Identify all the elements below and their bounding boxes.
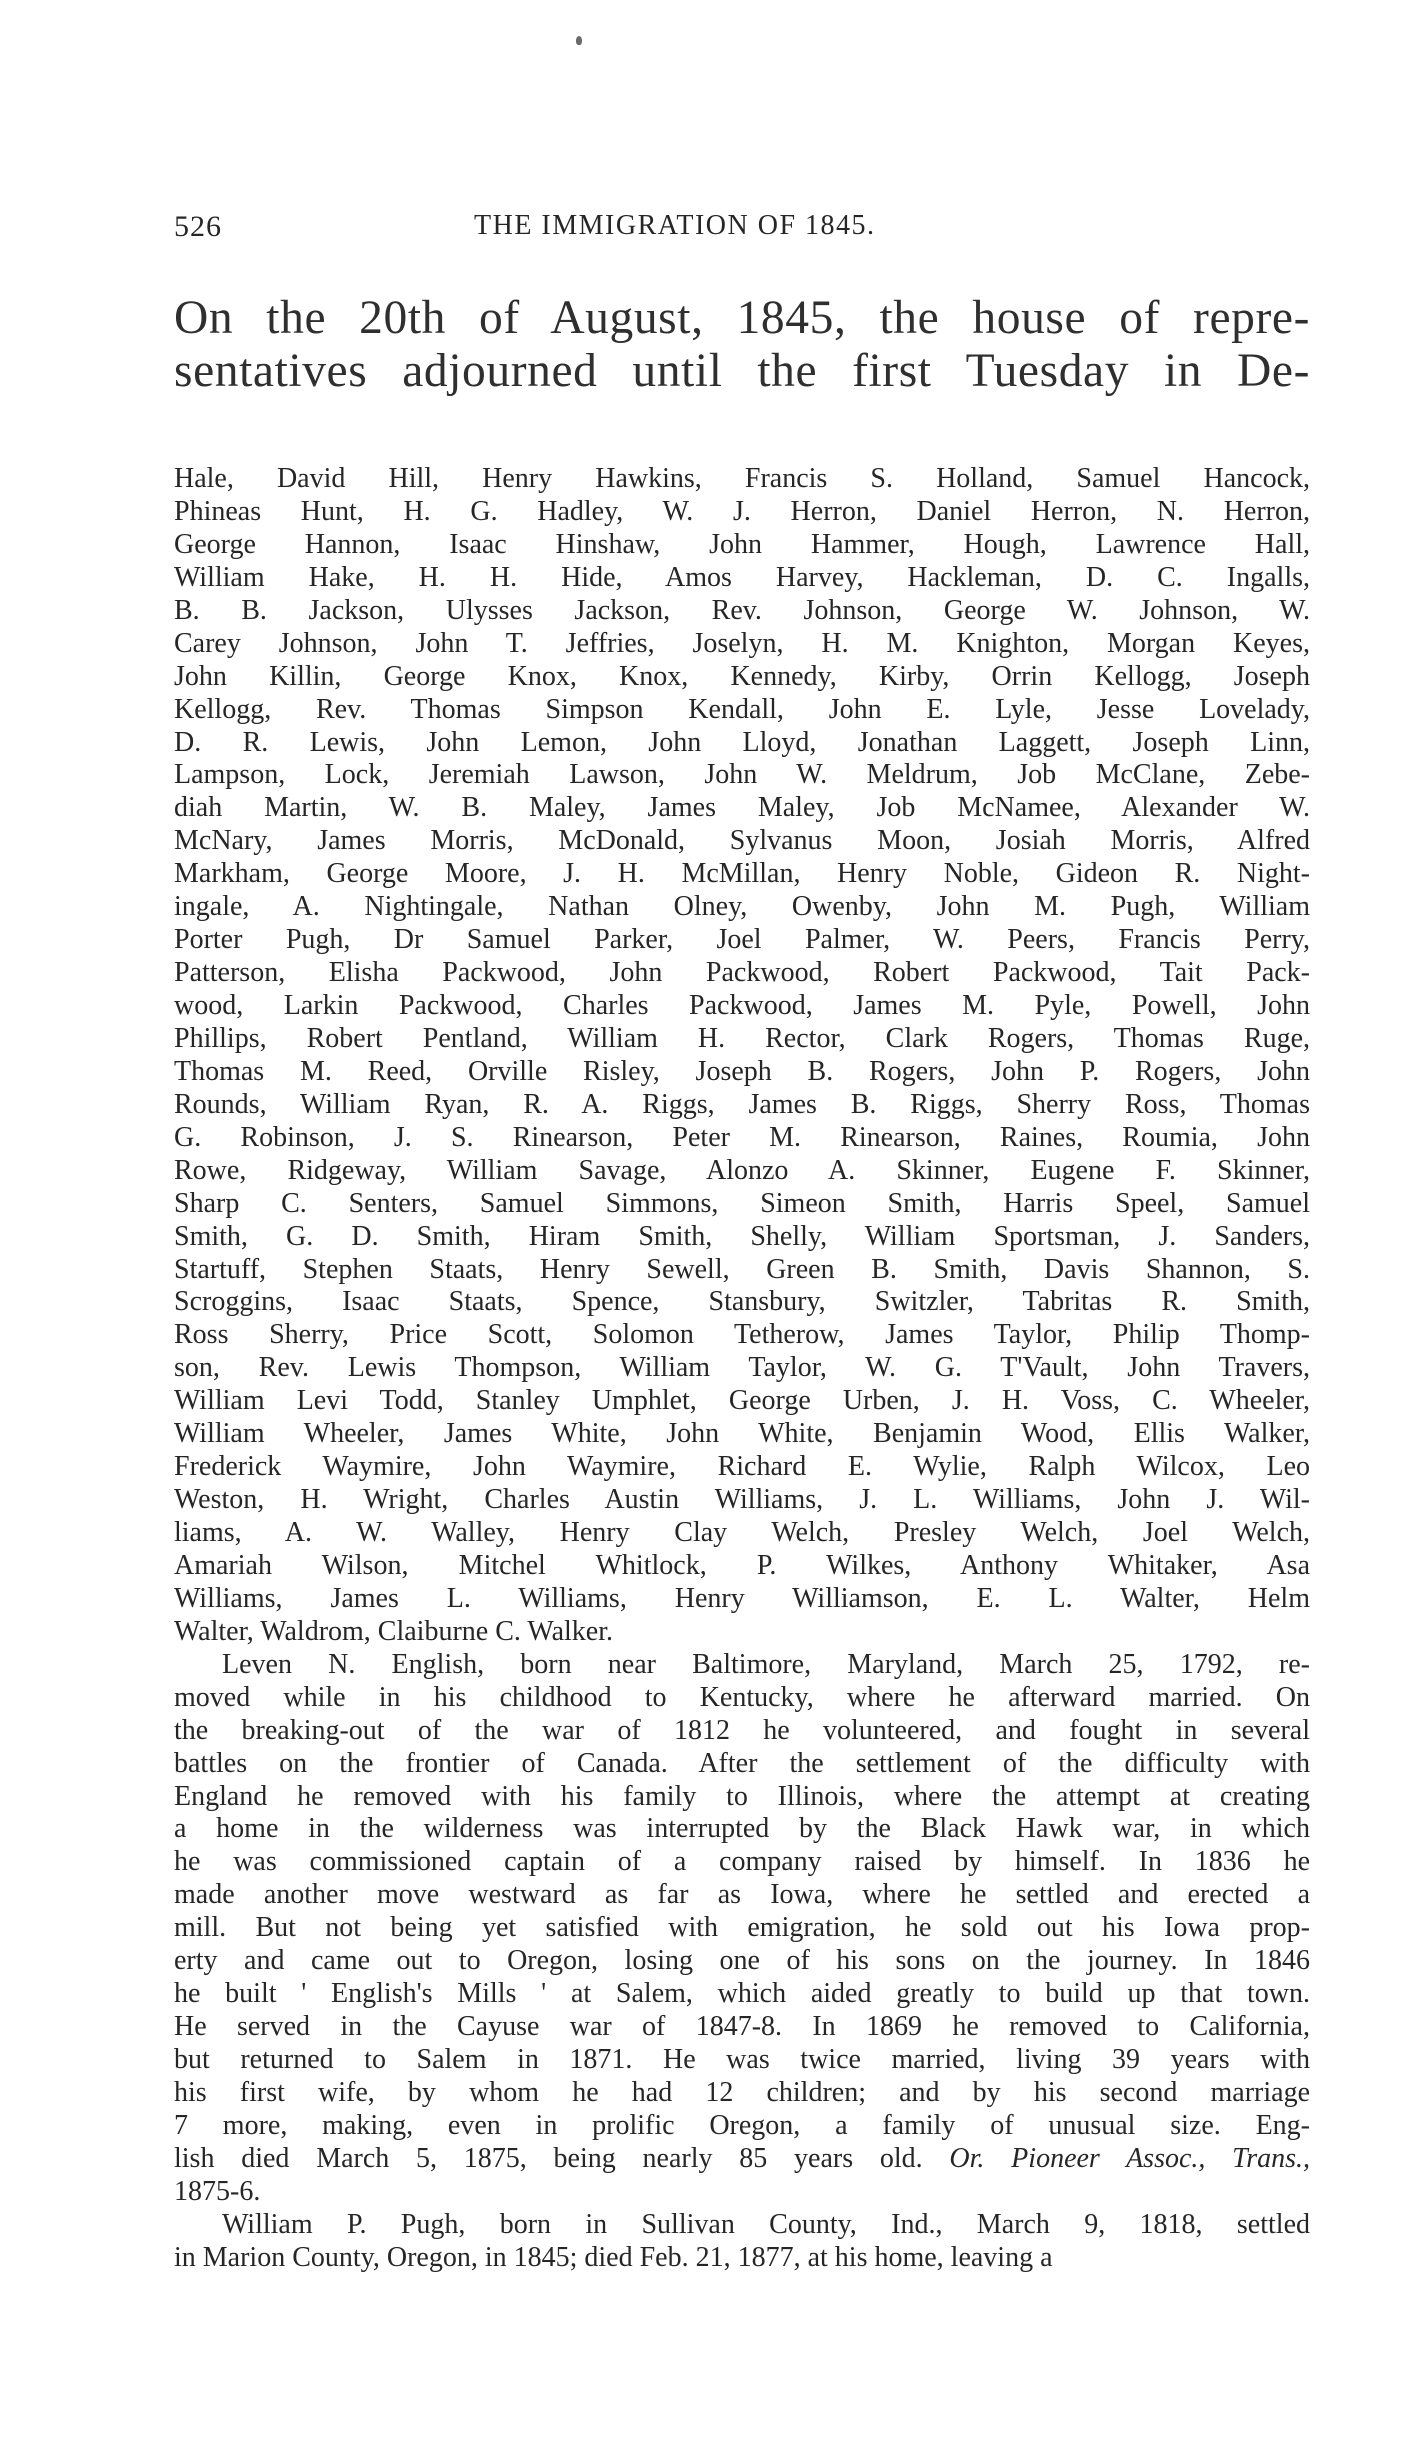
body-line: England he removed with his family to Illinois, where the attempt at creating <box>174 1780 1310 1812</box>
ink-speck <box>576 36 582 45</box>
body-line: Sharp C. Senters, Samuel Simmons, Simeon Smith, Harris Speel, Samuel <box>174 1187 1310 1219</box>
body-line: Amariah Wilson, Mitchel Whitlock, P. Wilkes, Anthony Whitaker, Asa <box>174 1549 1310 1581</box>
body-line: he was commissioned captain of a company raised by himself. In 1836 he <box>174 1846 1310 1878</box>
body-line: the breaking-out of the war of 1812 he volunteered, and fought in several <box>174 1714 1310 1746</box>
body-line: lish died March 5, 1875, being nearly 85 years old. Or. Pioneer Assoc., Trans., <box>174 2142 1310 2174</box>
body-line: George Hannon, Isaac Hinshaw, John Hammer, Hough, Lawrence Hall, <box>174 528 1310 560</box>
body-line: William Levi Todd, Stanley Umphlet, George Urben, J. H. Voss, C. Wheeler, <box>174 1385 1310 1417</box>
body-line: 7 more, making, even in prolific Oregon, a family of unusual size. Eng- <box>174 2109 1310 2141</box>
body-line: son, Rev. Lewis Thompson, William Taylor, W. G. T'Vault, John Travers, <box>174 1352 1310 1384</box>
body-line: 1875-6. <box>174 2175 261 2207</box>
body-line: Rounds, William Ryan, R. A. Riggs, James B. Riggs, Sherry Ross, Thomas <box>174 1088 1310 1120</box>
page-number: 526 <box>174 210 222 243</box>
body-line: Williams, James L. Williams, Henry Williamson, E. L. Walter, Helm <box>174 1582 1310 1614</box>
body-line: Hale, David Hill, Henry Hawkins, Francis S. Holland, Samuel Hancock, <box>174 463 1310 494</box>
body-line: diah Martin, W. B. Maley, James Maley, Job McNamee, Alexander W. <box>174 792 1310 824</box>
body-line: his first wife, by whom he had 12 children; and by his second marriage <box>174 2076 1310 2108</box>
body-line: Leven N. English, born near Baltimore, Maryland, March 25, 1792, re- <box>222 1648 1310 1680</box>
body-line: a home in the wilderness was interrupted by the Black Hawk war, in which <box>174 1813 1310 1845</box>
body-line: McNary, James Morris, McDonald, Sylvanus Moon, Josiah Morris, Alfred <box>174 825 1310 857</box>
body-line: Startuff, Stephen Staats, Henry Sewell, Green B. Smith, Davis Shannon, S. <box>174 1253 1310 1285</box>
body-line: Thomas M. Reed, Orville Risley, Joseph B. Rogers, John P. Rogers, John <box>174 1055 1310 1087</box>
running-head <box>174 210 1310 250</box>
body-line: in Marion County, Oregon, in 1845; died Feb. 21, 1877, at his home, leaving a <box>174 2241 1053 2273</box>
headline-line: On the 20th of August, 1845, the house of repre- <box>174 292 1310 344</box>
body-line: wood, Larkin Packwood, Charles Packwood, James M. Pyle, Powell, John <box>174 990 1310 1021</box>
body-line: liams, A. W. Walley, Henry Clay Welch, Presley Welch, Joel Welch, <box>174 1517 1310 1548</box>
body-line: Porter Pugh, Dr Samuel Parker, Joel Palmer, W. Peers, Francis Perry, <box>174 924 1310 956</box>
body-line: William P. Pugh, born in Sullivan County, Ind., March 9, 1818, settled <box>222 2208 1310 2240</box>
body-line: Rowe, Ridgeway, William Savage, Alonzo A. Skinner, Eugene F. Skinner, <box>174 1154 1310 1186</box>
body-line: Walter, Waldrom, Claiburne C. Walker. <box>174 1615 613 1647</box>
body-line: William Wheeler, James White, John White, Benjamin Wood, Ellis Walker, <box>174 1418 1310 1450</box>
body-line: B. B. Jackson, Ulysses Jackson, Rev. Johnson, George W. Johnson, W. <box>174 594 1310 626</box>
body-line: Phillips, Robert Pentland, William H. Rector, Clark Rogers, Thomas Ruge, <box>174 1022 1310 1054</box>
body-line: Carey Johnson, John T. Jeffries, Joselyn, H. M. Knighton, Morgan Keyes, <box>174 627 1310 659</box>
body-line: Lampson, Lock, Jeremiah Lawson, John W. Meldrum, Job McClane, Zebe- <box>174 759 1310 791</box>
body-line: Kellogg, Rev. Thomas Simpson Kendall, John E. Lyle, Jesse Lovelady, <box>174 693 1310 725</box>
body-line: erty and came out to Oregon, losing one of his sons on the journey. In 1846 <box>174 1945 1310 1977</box>
body-line: ingale, A. Nightingale, Nathan Olney, Owenby, John M. Pugh, William <box>174 891 1310 923</box>
body-line: Patterson, Elisha Packwood, John Packwood, Robert Packwood, Tait Pack- <box>174 957 1310 989</box>
body-line: Ross Sherry, Price Scott, Solomon Tetherow, James Taylor, Philip Thomp- <box>174 1319 1310 1351</box>
body-line: John Killin, George Knox, Knox, Kennedy, Kirby, Orrin Kellogg, Joseph <box>174 660 1310 692</box>
body-line: but returned to Salem in 1871. He was twice married, living 39 years with <box>174 2044 1310 2075</box>
body-line: Phineas Hunt, H. G. Hadley, W. J. Herron, Daniel Herron, N. Herron, <box>174 495 1310 527</box>
body-line: Markham, George Moore, J. H. McMillan, Henry Noble, Gideon R. Night- <box>174 858 1310 890</box>
body-line: mill. But not being yet satisfied with emigration, he sold out his Iowa prop- <box>174 1912 1310 1944</box>
body-line: He served in the Cayuse war of 1847-8. In 1869 he removed to California, <box>174 2011 1310 2043</box>
citation-source: Or. Pioneer Assoc., Trans., <box>949 2142 1310 2174</box>
headline-line: sentatives adjourned until the first Tuesday in De- <box>174 345 1310 397</box>
body-line: he built ' English's Mills ' at Salem, which aided greatly to build up that town. <box>174 1978 1310 2010</box>
body-line: D. R. Lewis, John Lemon, John Lloyd, Jonathan Laggett, Joseph Linn, <box>174 726 1310 758</box>
body-line: Weston, H. Wright, Charles Austin Williams, J. L. Williams, John J. Wil- <box>174 1484 1310 1516</box>
body-line: Frederick Waymire, John Waymire, Richard E. Wylie, Ralph Wilcox, Leo <box>174 1451 1310 1483</box>
body-line: Smith, G. D. Smith, Hiram Smith, Shelly, William Sportsman, J. Sanders, <box>174 1220 1310 1252</box>
headline-text <box>174 292 1310 398</box>
running-title: THE IMMIGRATION OF 1845. <box>474 210 876 241</box>
body-line: moved while in his childhood to Kentucky, where he afterward married. On <box>174 1681 1310 1713</box>
body-line: G. Robinson, J. S. Rinearson, Peter M. Rinearson, Raines, Roumia, John <box>174 1121 1310 1153</box>
body-line: Scroggins, Isaac Staats, Spence, Stansbury, Switzler, Tabritas R. Smith, <box>174 1286 1310 1318</box>
body-line: battles on the frontier of Canada. After the settlement of the difficulty with <box>174 1747 1310 1779</box>
body-line: made another move westward as far as Iowa, where he settled and erected a <box>174 1879 1310 1911</box>
body-text <box>174 463 1310 2275</box>
body-line: William Hake, H. H. Hide, Amos Harvey, Hackleman, D. C. Ingalls, <box>174 561 1310 593</box>
